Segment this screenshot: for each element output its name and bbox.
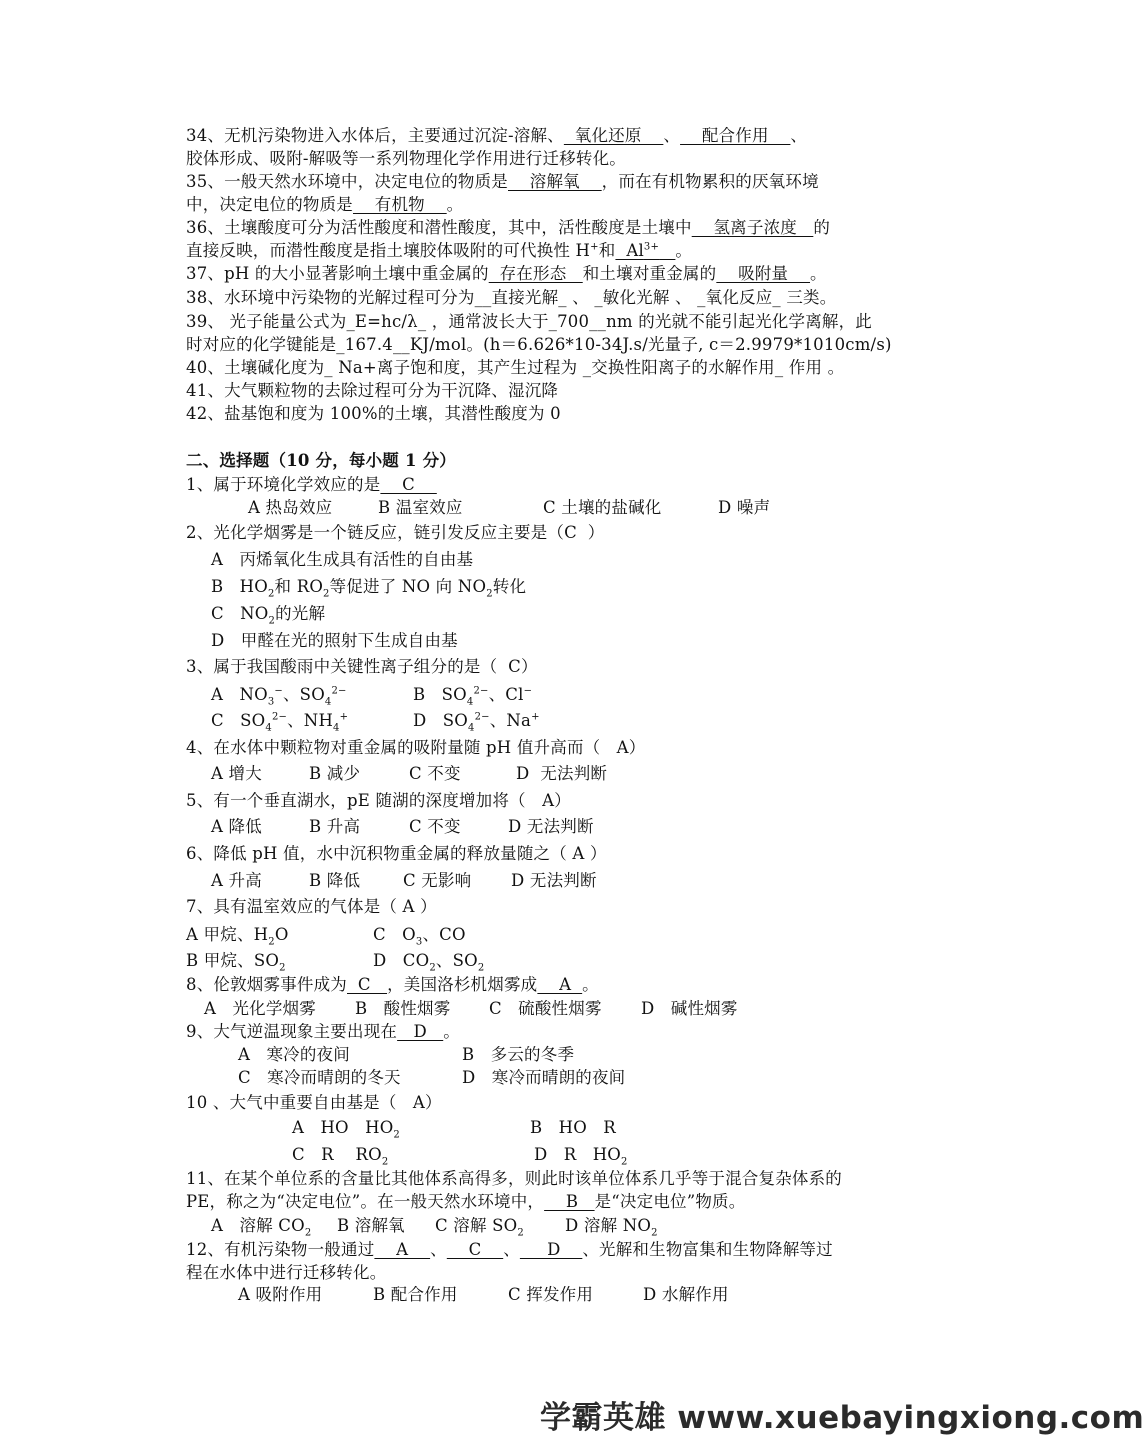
mc-q4-stem: 4、在水体中颗粒物对重金属的吸附量随 pH 值升高而（ A）: [186, 738, 646, 757]
mc-q12-option-d: D 水解作用: [643, 1285, 729, 1304]
q35-answer-2: 有机物: [353, 195, 447, 214]
mc-q8-answer-1: C: [347, 975, 388, 994]
mc-q10-stem: 10 、大气中重要自由基是（ A）: [186, 1093, 442, 1112]
mc-q2-option-b: B $HO_2$和 $RO_2$等促进了 NO 向 $NO_2$转化: [211, 577, 527, 600]
mc-q9-stem: 9、大气逆温现象主要出现在 D 。: [186, 1022, 460, 1041]
q35-line1: 35、一般天然水环境中，决定电位的物质是 溶解氧 ，而在有机物累积的厌氧环境: [186, 172, 819, 191]
mc-q7-stem: 7、具有温室效应的气体是（ A ）: [186, 897, 437, 916]
q34-answer-1: 氧化还原: [563, 126, 664, 145]
mc-q1-stem: 1、属于环境化学效应的是 C: [186, 475, 437, 494]
mc-q8-stem: 8、伦敦烟雾事件成为 C ，美国洛杉机烟雾成 A 。: [186, 975, 599, 994]
mc-q6-stem: 6、降低 pH 值，水中沉积物重金属的释放量随之（ A ）: [186, 844, 607, 863]
mc-q10-option-c: C R $RO_2$: [292, 1145, 389, 1168]
q34-line2: 胶体形成、吸附-解吸等一系列物理化学作用进行迁移转化。: [186, 149, 626, 168]
q36-answer-2: $Al^{3+}$: [615, 241, 660, 260]
q35-line2: 中，决定电位的物质是 有机物 。: [186, 195, 464, 214]
mc-q4-option-d: D 无法判断: [516, 764, 608, 783]
mc-q5-option-b: B 升高: [309, 817, 361, 836]
mc-q9-option-c: C 寒冷而晴朗的冬天: [238, 1068, 401, 1087]
q41-line: 41、大气颗粒物的去除过程可分为干沉降、湿沉降: [186, 381, 559, 400]
mc-q4-option-c: C 不变: [409, 764, 461, 783]
mc-q11-option-b: B 溶解氧: [337, 1216, 405, 1235]
mc-q1-option-c: C 土壤的盐碱化: [543, 498, 662, 517]
mc-q2-stem: 2、光化学烟雾是一个链反应，链引发反应主要是（C ）: [186, 523, 605, 542]
mc-q11-option-a: A 溶解 $CO_2$: [211, 1216, 312, 1239]
mc-q3-option-d: D $SO_4^{2-}$、Na+: [413, 711, 540, 734]
mc-q4-option-a: A 增大: [211, 764, 262, 783]
mc-q8-option-d: D 碱性烟雾: [641, 999, 738, 1018]
mc-q12-stem-line2: 程在水体中进行迁移转化。: [186, 1263, 387, 1282]
mc-q12-answer-3: D: [519, 1240, 583, 1259]
mc-q12-option-a: A 吸附作用: [238, 1285, 323, 1304]
mc-q4-option-b: B 减少: [309, 764, 361, 783]
mc-q10-option-b: B HO R: [530, 1118, 616, 1137]
mc-q8-option-c: C 硫酸性烟雾: [489, 999, 602, 1018]
mc-q6-option-c: C 无影响: [403, 871, 472, 890]
q39-line1: 39、 光子能量公式为_E=hc/λ_ ，通常波长大于_700__nm 的光就不能引起光化学离解，此: [186, 312, 873, 331]
site-watermark: 学霸英雄 www.xuebayingxiong.com: [540, 1400, 1144, 1436]
mc-q7-option-d: D $CO_2$、$SO_2$: [373, 951, 485, 974]
mc-q9-option-b: B 多云的冬季: [462, 1045, 575, 1064]
mc-q9-answer: D: [397, 1022, 444, 1041]
q35-answer-1: 溶解氧: [508, 172, 602, 191]
mc-q7-option-a: A 甲烷、$H_2O$: [186, 925, 289, 948]
mc-q11-stem-line1: 11、在某个单位系的含量比其他体系高得多，则此时该单位体系几乎等于混合复杂体系的: [186, 1169, 842, 1188]
mc-q9-option-d: D 寒冷而晴朗的夜间: [462, 1068, 626, 1087]
q36-line1: 36、土壤酸度可分为活性酸度和潜性酸度，其中，活性酸度是土壤中 氢离子浓度 的: [186, 218, 831, 237]
mc-q6-option-a: A 升高: [211, 871, 262, 890]
q36-line2: 直接反映，而潜性酸度是指土壤胶体吸附的可代换性 H+和 $Al^{3+}$ 。: [186, 241, 693, 260]
mc-q3-option-b: B $SO_4^{2-}$、Cl−: [413, 685, 533, 708]
mc-q5-option-a: A 降低: [211, 817, 262, 836]
mc-q6-option-d: D 无法判断: [511, 871, 597, 890]
mc-q8-option-b: B 酸性烟雾: [355, 999, 451, 1018]
mc-q3-option-c: C $SO_4^{2-}$、$NH_4^+$: [211, 711, 349, 734]
mc-q12-option-c: C 挥发作用: [508, 1285, 594, 1304]
q40-line: 40、土壤碱化度为_ Na+离子饱和度，其产生过程为 _交换性阳离子的水解作用_ 作用 。: [186, 358, 845, 377]
mc-q5-option-c: C 不变: [409, 817, 461, 836]
mc-q2-option-a: A 丙烯氧化生成具有活性的自由基: [211, 550, 474, 569]
mc-q12-answer-2: C: [446, 1240, 504, 1259]
mc-q12-option-b: B 配合作用: [373, 1285, 458, 1304]
mc-q3-stem: 3、属于我国酸雨中关键性离子组分的是（ C）: [186, 657, 538, 676]
mc-q5-stem: 5、有一个垂直湖水，pE 随湖的深度增加将（ A）: [186, 791, 571, 810]
mc-q8-answer-2: A: [537, 975, 583, 994]
mc-q10-option-d: D R $HO_2$: [534, 1145, 628, 1168]
q34-answer-2: 配合作用: [680, 126, 791, 145]
q38-line: 38、水环境中污染物的光解过程可分为__直接光解_ 、 _敏化光解 、 _氧化反应_ 三类。: [186, 288, 837, 307]
mc-q2-option-c: C $NO_2$的光解: [211, 604, 326, 627]
mc-q2-option-d: D 甲醛在光的照射下生成自由基: [211, 631, 458, 650]
q39-line2: 时对应的化学键能是_167.4__KJ/mol。(h＝6.626*10-34J.s/光量子, c＝2.9979*1010cm/s): [186, 335, 892, 354]
mc-q1-option-a: A 热岛效应: [248, 498, 333, 517]
mc-q5-option-d: D 无法判断: [508, 817, 594, 836]
mc-q11-option-c: C 溶解 $SO_2$: [435, 1216, 524, 1239]
q37-line: 37、pH 的大小显著影响土壤中重金属的 存在形态 和土壤对重金属的 吸附量 。: [186, 264, 827, 283]
mc-q6-option-b: B 降低: [309, 871, 361, 890]
q36-answer-1: 氢离子浓度: [691, 218, 814, 237]
mc-q11-answer: B: [544, 1192, 595, 1211]
q34-line1: 34、无机污染物进入水体后，主要通过沉淀-溶解、 氧化还原 、 配合作用 、: [186, 126, 808, 145]
section-2-title: 二、选择题（10 分，每小题 1 分）: [186, 451, 456, 470]
mc-q7-option-c: C $O_3$、CO: [373, 925, 466, 948]
mc-q1-option-b: B 温室效应: [378, 498, 463, 517]
mc-q8-option-a: A 光化学烟雾: [204, 999, 316, 1018]
mc-q7-option-b: B 甲烷、$SO_2$: [186, 951, 286, 974]
mc-q3-option-a: A $NO_3^-$、$SO_4^{2-}$: [211, 685, 347, 708]
mc-q11-stem-line2: PE，称之为“决定电位”。在一般天然水环境中， B 是“决定电位”物质。: [186, 1192, 746, 1211]
mc-q12-stem-line1: 12、有机污染物一般通过 A 、 C 、 D 、光解和生物富集和生物降解等过: [186, 1240, 833, 1259]
mc-q9-option-a: A 寒冷的夜间: [238, 1045, 350, 1064]
q42-line: 42、盐基饱和度为 100%的土壤，其潜性酸度为 0: [186, 404, 561, 423]
mc-q12-answer-1: A: [374, 1240, 431, 1259]
mc-q11-option-d: D 溶解 $NO_2$: [565, 1216, 658, 1239]
mc-q1-answer: C: [380, 475, 437, 494]
mc-q10-option-a: A HO $HO_2$: [292, 1118, 400, 1141]
q37-answer-2: 吸附量: [716, 264, 811, 283]
mc-q1-option-d: D 噪声: [718, 498, 771, 517]
q37-answer-1: 存在形态: [488, 264, 583, 283]
